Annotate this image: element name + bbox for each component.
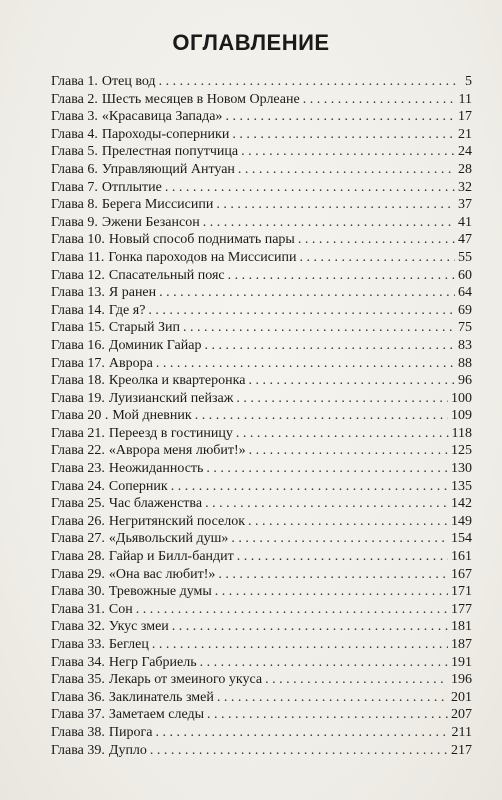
chapter-name: Негритянский поселок [108, 513, 246, 529]
toc-entry-title [51, 407, 192, 425]
page-number: 88 [458, 355, 472, 371]
page-number: 207 [451, 707, 472, 723]
chapter-label: Глава 16. [51, 337, 105, 353]
dot-leader [215, 583, 448, 601]
dot-leader [172, 618, 448, 636]
chapter-label: Глава 24. [51, 478, 105, 494]
toc-entry-title [51, 425, 233, 443]
toc-entry [51, 706, 472, 724]
page-number: 28 [458, 161, 472, 177]
toc-entry-title [51, 249, 296, 267]
page-number: 187 [451, 637, 472, 652]
dot-leader [148, 302, 455, 320]
chapter-label: Глава 14. [51, 302, 105, 318]
toc-entry [51, 601, 472, 619]
chapter-label: Глава 20 . [51, 408, 109, 424]
chapter-label: Глава 28. [51, 549, 105, 565]
dot-leader [203, 214, 455, 232]
chapter-name: Эжени Безансон [101, 214, 200, 230]
toc-entry-title [51, 73, 156, 91]
toc-entry-title [51, 478, 168, 496]
chapter-label: Глава 8. [51, 197, 98, 213]
page-number: 201 [451, 689, 472, 705]
dot-leader [165, 179, 455, 197]
toc-entry-title [51, 390, 233, 408]
toc-entry [51, 302, 472, 320]
chapter-label: Глава 13. [51, 285, 105, 301]
toc-entry-title [51, 654, 197, 672]
chapter-label: Глава 7. [51, 179, 98, 195]
toc-entry [51, 143, 472, 161]
toc-entry-title [51, 231, 295, 249]
chapter-name: Аврора [108, 355, 153, 371]
chapter-label: Глава 22. [51, 443, 105, 459]
dot-leader [152, 636, 448, 654]
chapter-label: Глава 30. [51, 584, 105, 600]
dot-leader [298, 231, 455, 249]
chapter-name: Отец вод [101, 74, 156, 89]
chapter-label: Глава 25. [51, 496, 105, 512]
page-number: 64 [458, 285, 472, 301]
chapter-name: Креолка и квартеронка [108, 373, 246, 389]
toc-entry [51, 407, 472, 425]
page-title: ОГЛАВЛЕНИЕ [172, 30, 330, 55]
chapter-name: Луизианский пейзаж [108, 390, 234, 406]
dot-leader [265, 671, 448, 689]
toc-entry-title [51, 179, 162, 197]
chapter-name: «Аврора меня любит!» [108, 443, 246, 459]
chapter-name: Мой дневник [112, 408, 192, 424]
chapter-name: Пирога [108, 724, 153, 740]
dot-leader [205, 495, 448, 513]
toc-entry [51, 91, 472, 109]
chapter-label: Глава 15. [51, 320, 105, 336]
toc-entry [51, 513, 472, 531]
chapter-name: «Она вас любит!» [108, 566, 216, 582]
chapter-name: Заметаем следы [108, 707, 205, 723]
page-number: 69 [458, 302, 472, 318]
toc-entry [51, 460, 472, 478]
toc-entry [51, 126, 472, 144]
toc-entry-title [51, 636, 149, 654]
dot-leader [241, 143, 455, 161]
chapter-label: Глава 21. [51, 425, 105, 441]
toc-entry [51, 495, 472, 513]
page-number: 118 [451, 425, 472, 441]
toc-entry [51, 231, 472, 249]
toc-entry [51, 636, 472, 654]
dot-leader [195, 407, 448, 425]
chapter-name: Новый способ поднимать пары [108, 232, 295, 248]
chapter-name: Доминик Гайар [108, 337, 202, 353]
toc-entry [51, 355, 472, 373]
page-number: 100 [451, 390, 472, 406]
chapter-label: Глава 2. [51, 91, 98, 107]
page-number: 167 [451, 566, 472, 582]
toc-entry-title [51, 601, 133, 619]
toc-entry [51, 337, 472, 355]
chapter-label: Глава 17. [51, 355, 105, 371]
dot-leader [232, 126, 455, 144]
chapter-name: «Дьявольский душ» [108, 531, 229, 547]
toc-entry-title [51, 442, 246, 460]
toc-entry [51, 548, 472, 566]
toc-entry [51, 73, 472, 91]
chapter-label: Глава 1. [51, 74, 98, 89]
page-number: 135 [451, 478, 472, 494]
dot-leader [216, 196, 455, 214]
page-number: 55 [458, 249, 472, 265]
toc-entry [51, 284, 472, 302]
chapter-label: Глава 34. [51, 654, 105, 670]
dot-leader [183, 319, 455, 337]
page-number: 171 [451, 584, 472, 600]
chapter-label: Глава 5. [51, 144, 98, 160]
dot-leader [136, 601, 448, 619]
dot-leader [236, 390, 448, 408]
toc-entry [51, 108, 472, 126]
dot-leader [206, 460, 448, 478]
toc-entry-title [51, 724, 152, 742]
chapter-name: Старый Зип [108, 320, 180, 336]
dot-leader [303, 91, 456, 109]
chapter-label: Глава 9. [51, 214, 98, 230]
dot-leader [237, 548, 448, 566]
toc-entry [51, 390, 472, 408]
dot-leader [155, 724, 448, 742]
toc-entry [51, 742, 472, 760]
page-number: 109 [451, 408, 472, 424]
page-number: 24 [458, 144, 472, 160]
chapter-name: Гонка пароходов на Миссисипи [108, 249, 297, 265]
page-number: 181 [451, 619, 472, 635]
page-number: 142 [451, 496, 472, 512]
page-number: 149 [451, 513, 472, 529]
chapter-label: Глава 3. [51, 109, 98, 125]
toc-entry [51, 724, 472, 742]
toc-entry-title [51, 267, 225, 285]
chapter-label: Глава 27. [51, 531, 105, 547]
toc-entry-title [51, 583, 212, 601]
toc-entry [51, 179, 472, 197]
toc-entry [51, 478, 472, 496]
page-number: 211 [451, 724, 472, 740]
chapter-name: Тревожные думы [108, 584, 212, 600]
chapter-label: Глава 10. [51, 232, 105, 248]
dot-leader [156, 355, 455, 373]
chapter-label: Глава 36. [51, 689, 105, 705]
page-number: 60 [458, 267, 472, 283]
dot-leader [200, 654, 448, 672]
chapter-name: «Красавица Запада» [101, 109, 223, 125]
toc-entry-title [51, 284, 156, 302]
toc-entry-title [51, 706, 204, 724]
chapter-label: Глава 18. [51, 373, 105, 389]
chapter-name: Час блаженства [108, 496, 203, 512]
toc-entry-title [51, 302, 145, 320]
chapter-label: Глава 38. [51, 724, 105, 740]
toc-entry [51, 372, 472, 390]
toc-entry [51, 530, 472, 548]
chapter-name: Сон [108, 601, 133, 617]
chapter-name: Переезд в гостиницу [108, 425, 233, 441]
page-number: 196 [451, 672, 472, 688]
chapter-name: Гайар и Билл-бандит [108, 549, 234, 565]
toc-entry-title [51, 372, 245, 390]
page-number: 37 [458, 197, 472, 213]
chapter-name: Пароходы-соперники [101, 126, 230, 142]
chapter-label: Глава 33. [51, 637, 105, 652]
chapter-label: Глава 19. [51, 390, 105, 406]
chapter-label: Глава 26. [51, 513, 105, 529]
dot-leader [217, 689, 448, 707]
page-number: 130 [451, 461, 472, 477]
chapter-name: Берега Миссисипи [101, 197, 214, 213]
chapter-label: Глава 39. [51, 742, 105, 758]
page-number: 21 [458, 126, 472, 142]
page-number: 32 [458, 179, 472, 195]
toc-entry [51, 654, 472, 672]
chapter-name: Негр Габриель [108, 654, 197, 670]
toc-entry-title [51, 337, 201, 355]
dot-leader [236, 425, 449, 443]
toc-entry-title [51, 108, 222, 126]
toc-entry-title [51, 618, 169, 636]
page-number: 96 [458, 373, 472, 389]
toc-entry-title [51, 161, 235, 179]
toc-entry-title [51, 91, 300, 109]
dot-leader [248, 513, 448, 531]
page-number: 177 [451, 601, 472, 617]
toc-entry [51, 618, 472, 636]
dot-leader [218, 566, 448, 584]
page-number: 41 [458, 214, 472, 230]
chapter-name: Шесть месяцев в Новом Орлеане [101, 91, 300, 107]
page-number: 47 [458, 232, 472, 248]
dot-leader [248, 372, 455, 390]
chapter-name: Я ранен [108, 285, 157, 301]
toc-entry [51, 442, 472, 460]
chapter-label: Глава 4. [51, 126, 98, 142]
toc-entry-title [51, 196, 213, 214]
dot-leader [207, 706, 448, 724]
toc-entry [51, 583, 472, 601]
toc-entry [51, 566, 472, 584]
chapter-name: Управляющий Антуан [101, 161, 235, 177]
chapter-name: Где я? [108, 302, 146, 318]
toc-entry [51, 161, 472, 179]
toc-entry-title [51, 689, 214, 707]
dot-leader [228, 267, 455, 285]
chapter-name: Неожиданность [108, 461, 204, 477]
dot-leader [159, 284, 455, 302]
toc-entry-title [51, 460, 203, 478]
toc-entry [51, 267, 472, 285]
dot-leader [171, 478, 448, 496]
dot-leader [150, 742, 448, 760]
page-number: 217 [451, 742, 472, 758]
dot-leader [204, 337, 455, 355]
dot-leader [238, 161, 455, 179]
chapter-label: Глава 29. [51, 566, 105, 582]
toc-entry [51, 425, 472, 443]
toc-entry-title [51, 513, 245, 531]
chapter-name: Отплытие [101, 179, 162, 195]
chapter-name: Дупло [108, 742, 147, 758]
toc-entry-title [51, 530, 228, 548]
page-number: 11 [458, 91, 472, 107]
toc-entry [51, 319, 472, 337]
page-number: 75 [458, 320, 472, 336]
toc-entry [51, 689, 472, 707]
chapter-name: Спасательный пояс [108, 267, 225, 283]
chapter-name: Прелестная попутчица [101, 144, 239, 160]
toc-entry-title [51, 126, 229, 144]
page-number: 154 [451, 531, 472, 547]
toc-entry-title [51, 742, 147, 760]
toc-entry-title [51, 566, 215, 584]
dot-leader [299, 249, 455, 267]
chapter-name: Беглец [108, 637, 149, 652]
chapter-name: Соперник [108, 478, 168, 494]
chapter-label: Глава 31. [51, 601, 105, 617]
page-number: 83 [458, 337, 472, 353]
dot-leader [225, 108, 455, 126]
page-number: 161 [451, 549, 472, 565]
chapter-label: Глава 11. [51, 249, 105, 265]
chapter-label: Глава 23. [51, 461, 105, 477]
toc-entry [51, 671, 472, 689]
chapter-label: Глава 35. [51, 672, 105, 688]
page-number: 125 [451, 443, 472, 459]
toc-entry-title [51, 548, 234, 566]
chapter-name: Заклинатель змей [108, 689, 214, 705]
chapter-label: Глава 6. [51, 161, 98, 177]
toc-entry [51, 249, 472, 267]
toc-entry [51, 196, 472, 214]
toc-entry-title [51, 495, 202, 513]
toc-entry-title [51, 319, 180, 337]
chapter-label: Глава 32. [51, 619, 105, 635]
page-number: 5 [465, 74, 472, 89]
toc-entry-title [51, 355, 153, 373]
dot-leader [249, 442, 448, 460]
toc-entry-title [51, 214, 200, 232]
dot-leader [159, 73, 459, 91]
toc-entry-title [51, 671, 262, 689]
chapter-name: Лекарь от змеиного укуса [108, 672, 263, 688]
toc-entry [51, 214, 472, 232]
table-of-contents [51, 73, 472, 759]
page-number: 191 [451, 654, 472, 670]
page-number: 17 [458, 109, 472, 125]
toc-entry-title [51, 143, 238, 161]
chapter-label: Глава 12. [51, 267, 105, 283]
chapter-label: Глава 37. [51, 707, 105, 723]
chapter-name: Укус змеи [108, 619, 169, 635]
dot-leader [231, 530, 448, 548]
